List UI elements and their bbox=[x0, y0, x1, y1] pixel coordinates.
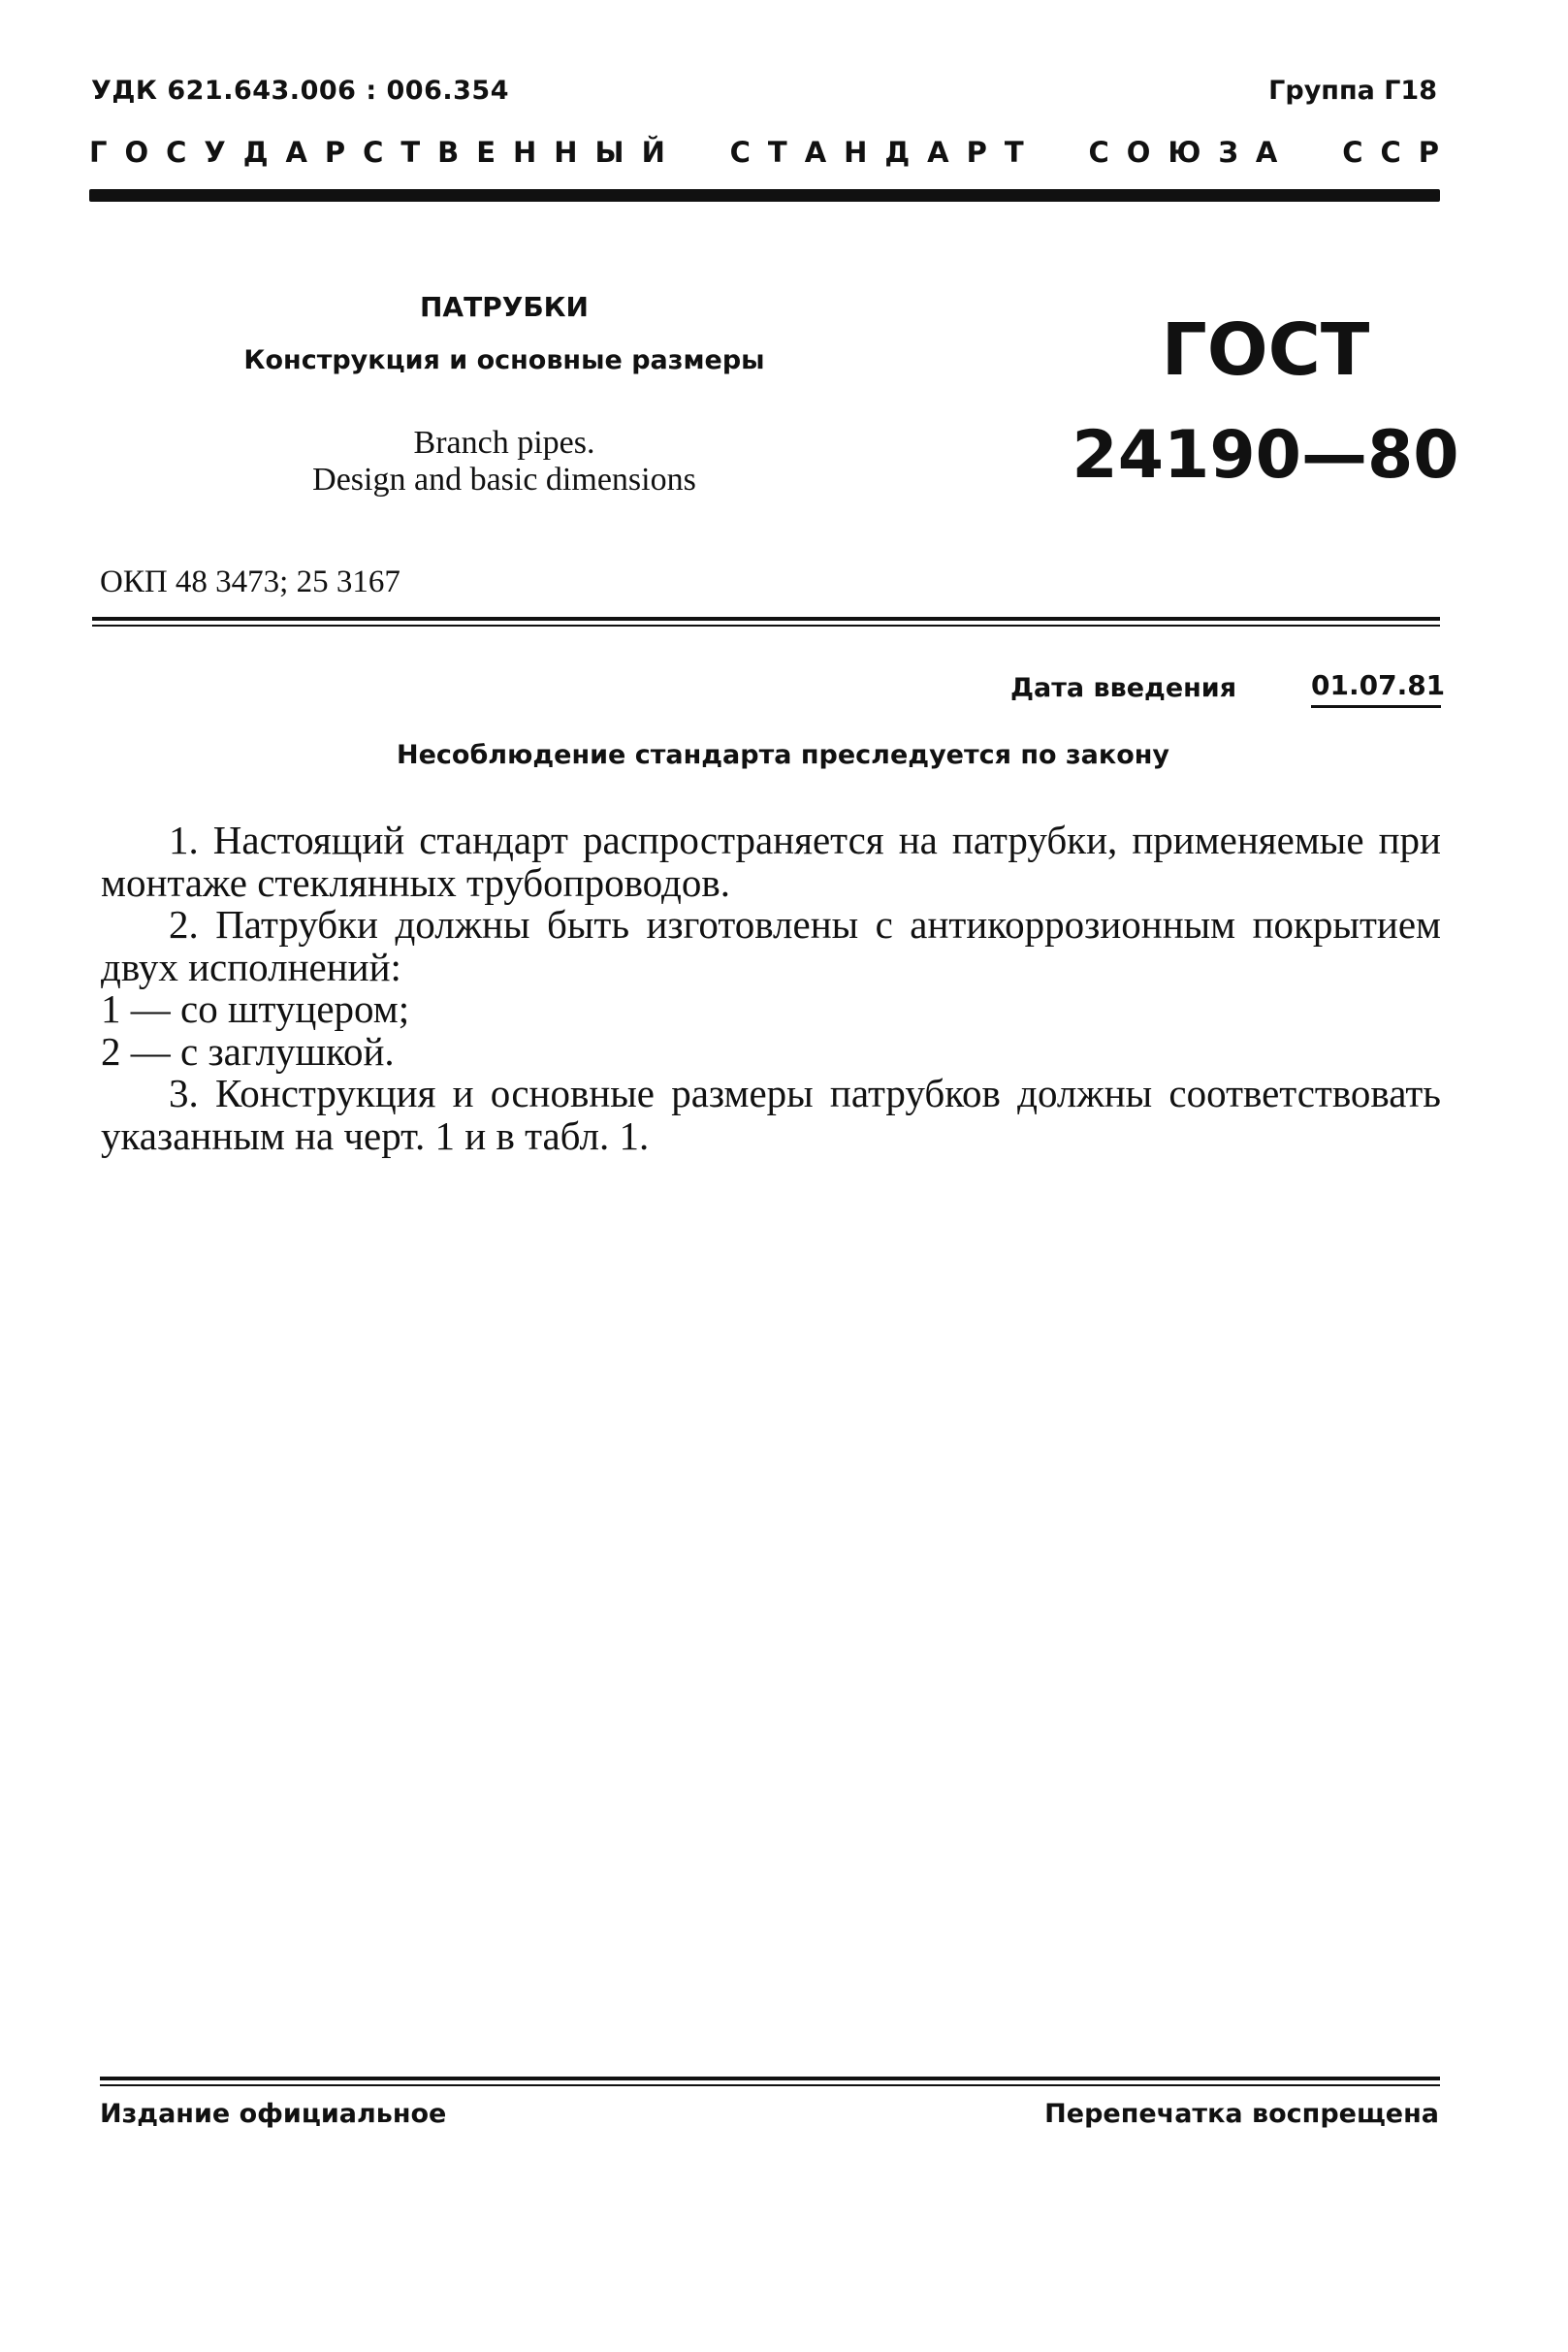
okp-code: ОКП 48 3473; 25 3167 bbox=[100, 564, 400, 599]
reprint-prohibited-note: Перепечатка воспрещена bbox=[1044, 2099, 1439, 2129]
title-rule bbox=[92, 617, 1440, 621]
list-item: 2 — с заглушкой. bbox=[101, 1028, 395, 1074]
group-code: Группа Г18 bbox=[1268, 76, 1437, 106]
state-standard-word: СОЮЗА bbox=[1088, 136, 1296, 169]
footer-rule-thin bbox=[100, 2084, 1440, 2086]
paragraph-2: 2. Патрубки должны быть изготовлены с антикоррозионным покрытием двух исполнений: bbox=[101, 902, 1441, 989]
title-english-line: Design and basic dimensions bbox=[312, 462, 696, 498]
udk-code: УДК 621.643.006 : 006.354 bbox=[91, 76, 509, 106]
title-russian: ПАТРУБКИ bbox=[420, 291, 589, 323]
paragraph-3: 3. Конструкция и основные размеры патрубков должны соответствовать указанным на черт. 1 и в табл. 1. bbox=[101, 1071, 1441, 1158]
state-standard-banner bbox=[89, 136, 1456, 169]
title-english-line: Branch pipes. bbox=[413, 425, 595, 461]
gost-number: 24190—80 bbox=[1072, 417, 1459, 494]
list-item: 1 — со штуцером; bbox=[101, 986, 410, 1031]
law-notice: Несоблюдение стандарта преследуется по закону bbox=[396, 740, 1170, 770]
date-label: Дата введения bbox=[1010, 673, 1237, 703]
header-rule bbox=[89, 189, 1440, 202]
title-english bbox=[233, 425, 776, 499]
official-edition-note: Издание официальное bbox=[100, 2099, 447, 2129]
gost-label: ГОСТ bbox=[1161, 308, 1370, 392]
title-rule-thin bbox=[92, 625, 1440, 627]
date-value: 01.07.81 bbox=[1311, 669, 1441, 708]
state-standard-word: ССР bbox=[1342, 136, 1456, 169]
state-standard-word: СТАНДАРТ bbox=[729, 136, 1041, 169]
footer-rule bbox=[100, 2077, 1440, 2080]
subtitle-russian: Конструкция и основные размеры bbox=[243, 345, 765, 375]
paragraph-1: 1. Настоящий стандарт распространяется на патрубки, применяемые при монтаже стеклянных трубопроводов. bbox=[101, 818, 1441, 905]
document-body bbox=[101, 820, 1441, 1157]
state-standard-word: ГОСУДАРСТВЕННЫЙ bbox=[89, 136, 683, 169]
